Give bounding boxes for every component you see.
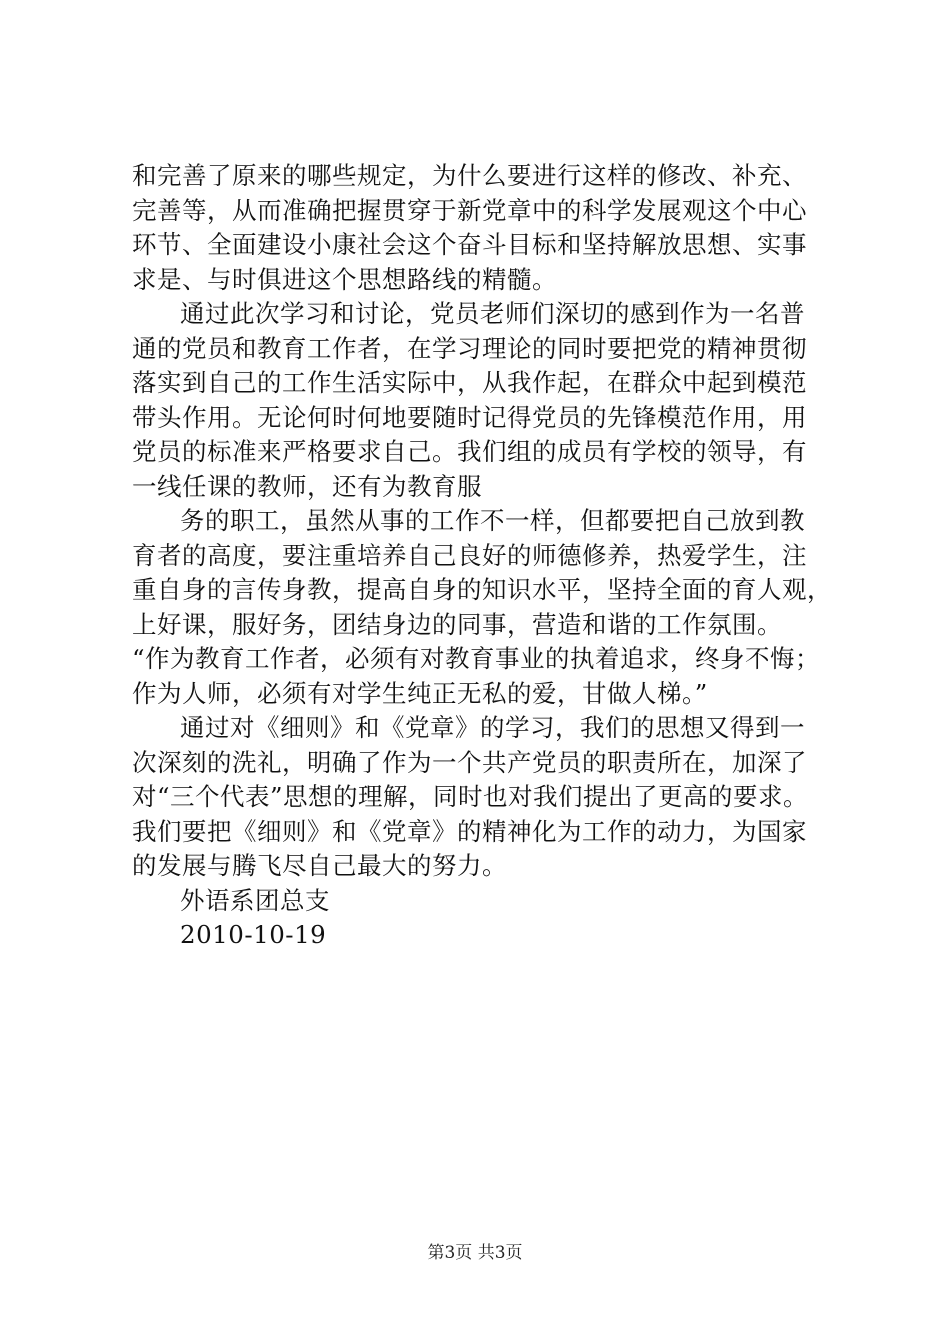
text-line: 对“三个代表”思想的理解，同时也对我们提出了更高的要求。 (132, 782, 809, 811)
document-body (132, 159, 832, 953)
text-line: 带头作用。无论何时何地要随时记得党员的先锋模范作用，用 (132, 402, 807, 432)
text-line: 落实到自己的工作生活实际中，从我作起，在群众中起到模范 (132, 368, 807, 397)
signature-date: 2010-10-19 (180, 920, 327, 949)
paragraph-first-line: 通过此次学习和讨论，党员老师们深切的感到作为一名普 (180, 299, 805, 328)
text-line: 通的党员和教育工作者，在学习理论的同时要把党的精神贯彻 (132, 333, 807, 363)
text-line: 重自身的言传身教，提高自身的知识水平，坚持全面的育人观， (132, 575, 832, 604)
text-line: 党员的标准来严格要求自己。我们组的成员有学校的领导，有 (132, 437, 807, 466)
text-line: “作为教育工作者，必须有对教育事业的执着追求，终身不悔； (132, 644, 821, 673)
text-line: 次深刻的洗礼，明确了作为一个共产党员的职责所在，加深了 (132, 747, 807, 777)
text-line: 完善等，从而准确把握贯穿于新党章中的科学发展观这个中心 (132, 195, 807, 225)
text-line: 环节、全面建设小康社会这个奋斗目标和坚持解放思想、实事 (132, 230, 807, 259)
text-line: 上好课，服好务，团结身边的同事，营造和谐的工作氛围。 (132, 609, 782, 639)
paragraph-first-line: 通过对《细则》和《党章》的学习，我们的思想又得到一 (180, 713, 805, 742)
text-line: 作为人师，必须有对学生纯正无私的爱，甘做人梯。” (132, 678, 708, 708)
text-line: 育者的高度，要注重培养自己良好的师德修养，热爱学生，注 (132, 540, 807, 570)
signature-organization: 外语系团总支 (180, 885, 330, 915)
text-line: 求是、与时俱进这个思想路线的精髓。 (132, 264, 557, 294)
page-number-footer: 第3页 共3页 (427, 1243, 523, 1263)
text-line: 和完善了原来的哪些规定，为什么要进行这样的修改、补充、 (132, 161, 807, 190)
text-line: 一线任课的教师，还有为教育服 (132, 471, 482, 501)
paragraph-first-line: 务的职工，虽然从事的工作不一样，但都要把自己放到教 (180, 506, 805, 535)
text-line: 我们要把《细则》和《党章》的精神化为工作的动力，为国家 (132, 816, 807, 846)
text-line: 的发展与腾飞尽自己最大的努力。 (132, 851, 507, 880)
